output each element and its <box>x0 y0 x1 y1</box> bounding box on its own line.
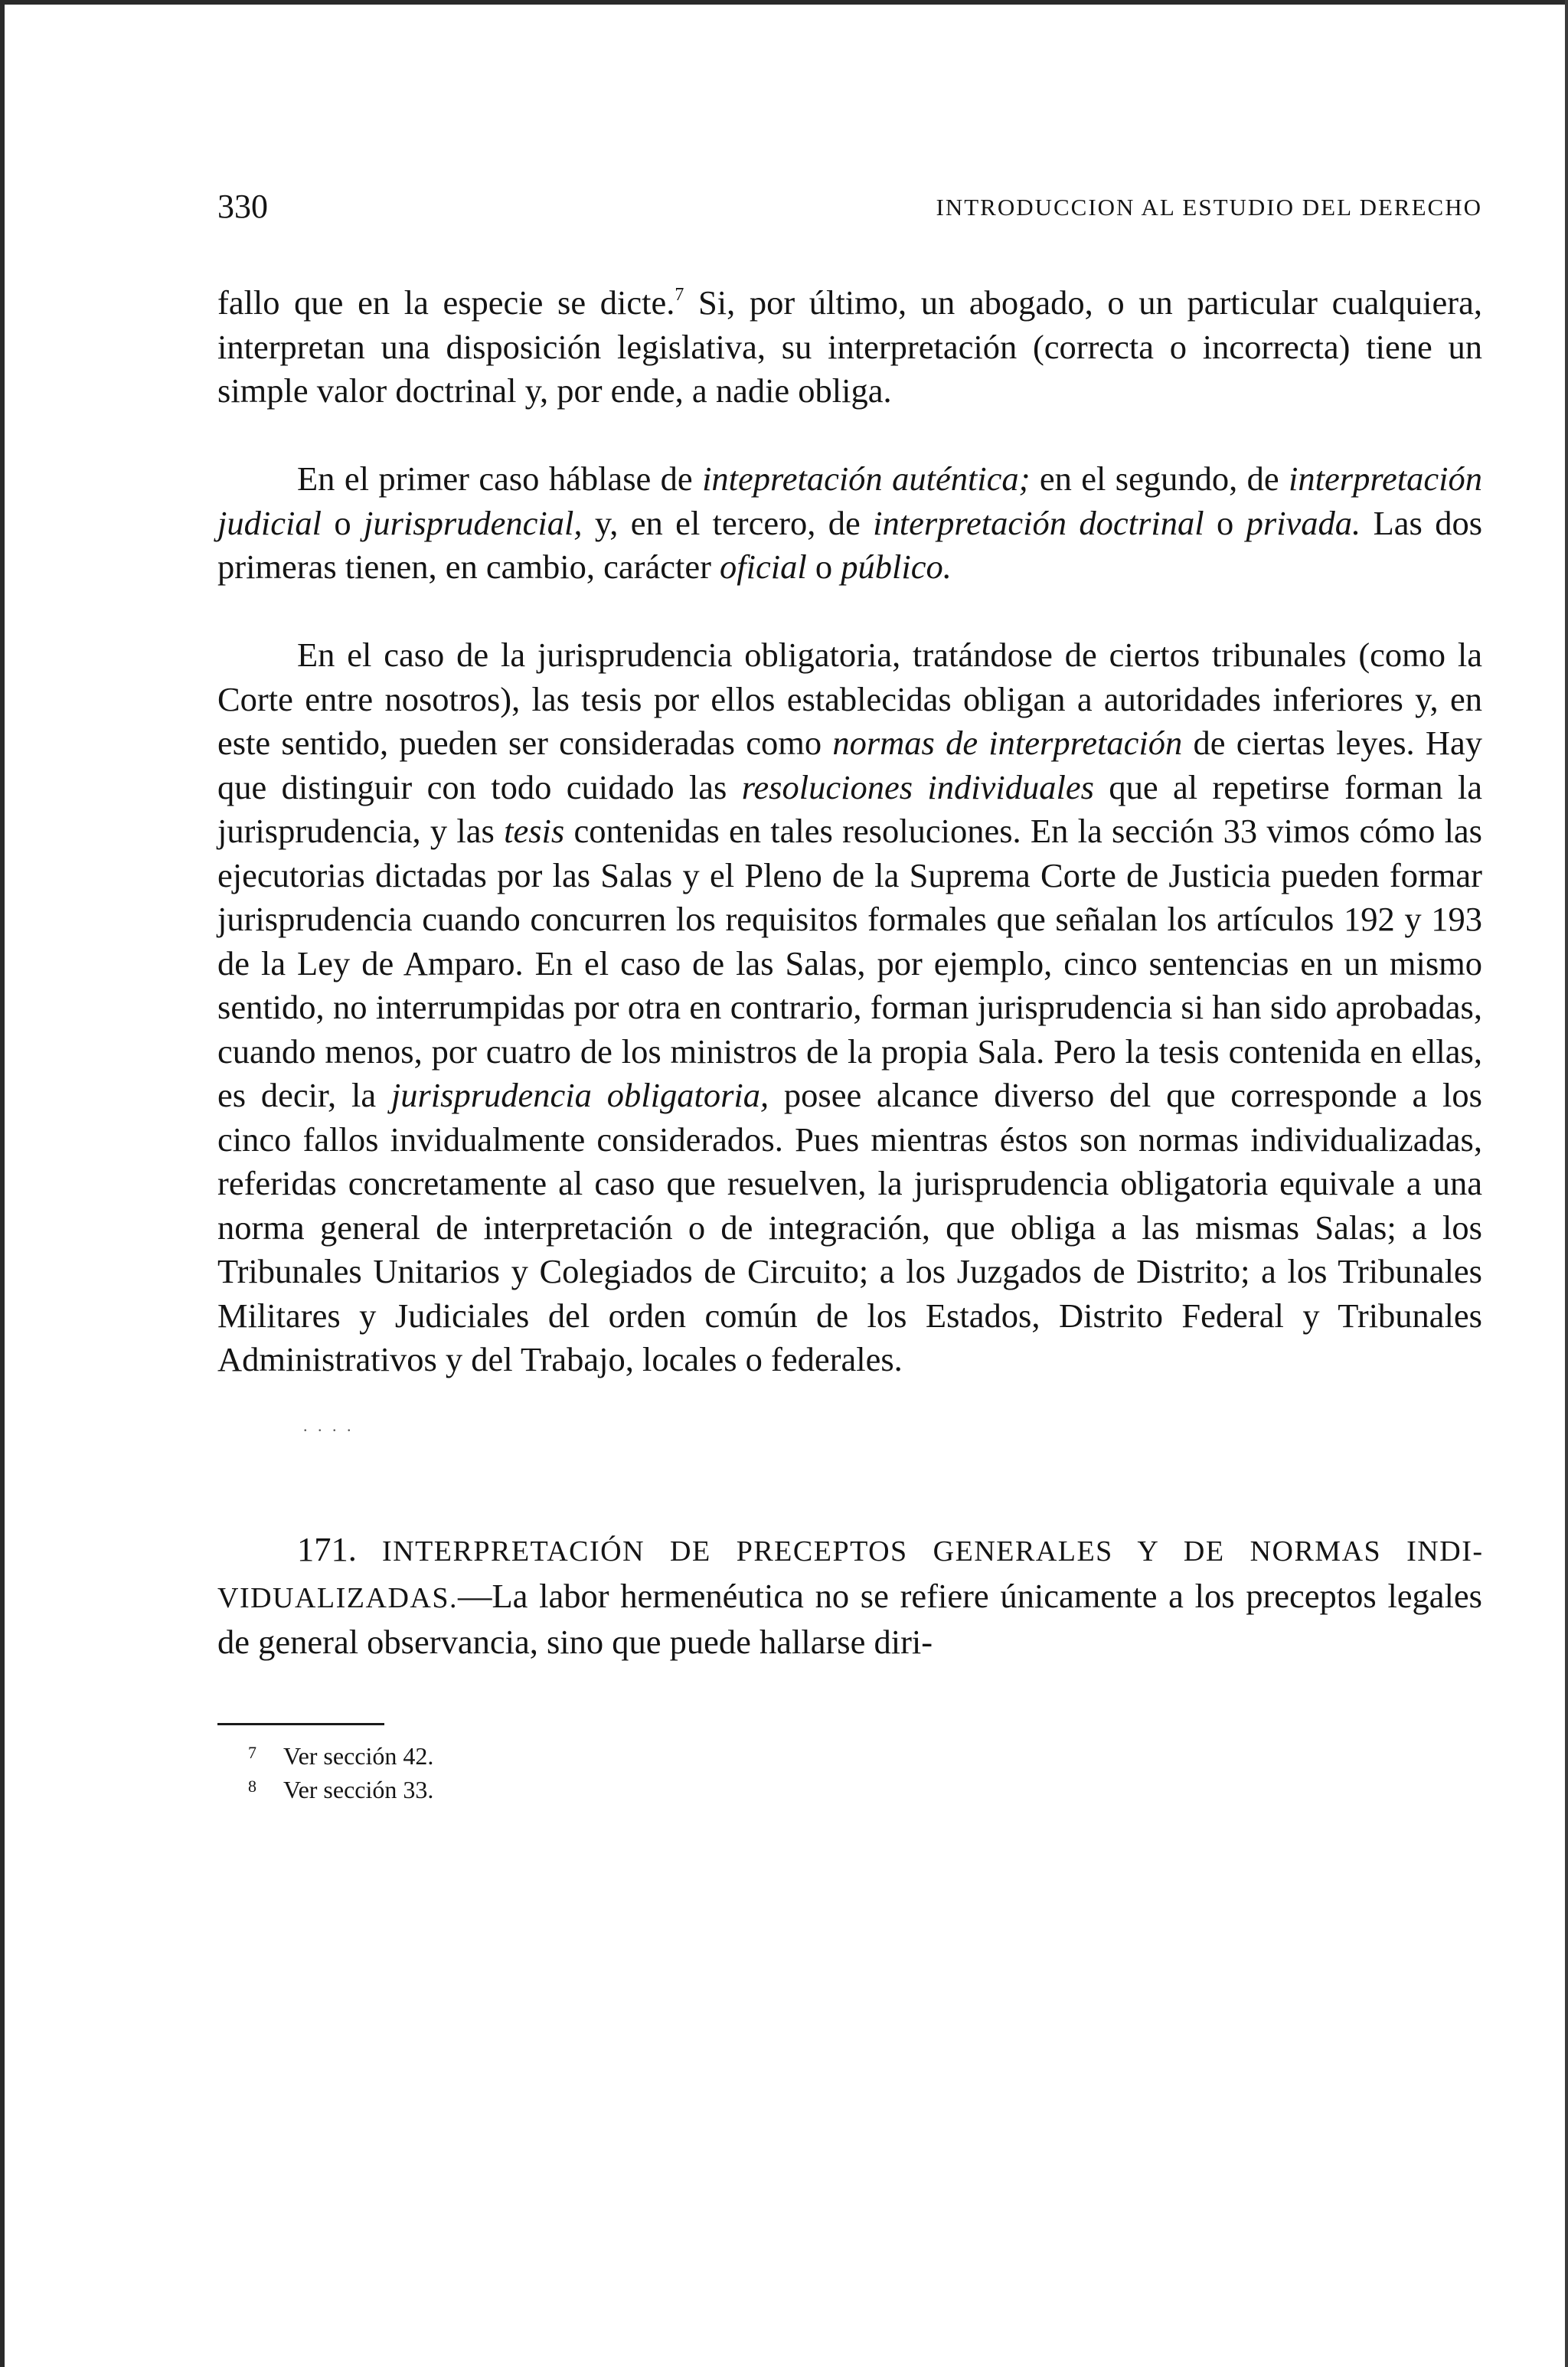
text-run: en el segundo, de <box>1030 459 1289 498</box>
footnote-marker: 7 <box>248 1742 256 1762</box>
section-text: —La labor hermenéutica no se refiere únicamente a los preceptos legales de general observancia, sino que puede hallarse diri- <box>217 1576 1482 1661</box>
italic-term: intepretación auténtica; <box>702 459 1031 498</box>
text-run: contenidas en tales resoluciones. En la sección 33 vimos cómo las ejecutorias dictadas por las Salas y el Pleno de la Suprema Corte de Justicia pueden formar jurisprudencia cuando concurren los requisitos formales que señalan los artículos 192 y 193 de la Ley de Amparo. En el caso de las Salas, por ejemplo, cinco sentencias en un mismo sentido, no interrumpidas por otra en contrario, forman jurisprudencia si han sido aprobadas, cuando menos, por cuatro de los ministros de la propia Sala. Pero la tesis contenida en ellas, es decir, la <box>217 812 1483 1114</box>
running-head <box>217 184 1482 237</box>
italic-term: resoluciones individuales <box>741 767 1094 806</box>
text-run: Las dos primeras tienen, en cambio, carácter <box>217 503 1483 586</box>
italic-term: público. <box>841 548 952 586</box>
footnote-text: Ver sección 42. <box>283 1741 434 1770</box>
footnote-rule <box>217 1723 384 1725</box>
ellipsis-dots: . . . . <box>303 1416 354 1435</box>
scan-edge-top <box>0 0 1568 5</box>
italic-term: oficial <box>720 548 807 586</box>
section-number: 171. <box>297 1530 357 1568</box>
italic-term: jurisprudencia obligatoria, <box>390 1076 769 1114</box>
footnote <box>248 1771 1482 1805</box>
text-run: Si, por último, un abogado, o un particular cualquiera, interpretan una disposición legislativa, su interpretación (correcta o incorrecta) tiene un simple valor doctrinal y, por ende, a nadie obliga. <box>217 283 1482 410</box>
italic-term: tesis <box>504 812 565 850</box>
paragraph-2 <box>217 457 1482 590</box>
section-171 <box>217 1528 1482 1665</box>
footnote-text: Ver sección 33. <box>283 1775 434 1803</box>
text-run: de ciertas leyes. Hay que distinguir con todo cuidado las <box>217 724 1483 806</box>
footnote-reference: 7 <box>675 285 684 305</box>
paragraph-1 <box>217 281 1482 414</box>
text-run: que al repetirse forman la jurisprudencia, y las <box>217 767 1482 850</box>
footnote <box>248 1738 1482 1771</box>
text-run: o <box>321 503 364 542</box>
paragraph-3 <box>217 633 1482 1382</box>
text-run: o <box>806 548 841 586</box>
text-run: y, en el tercero, de <box>582 503 874 542</box>
italic-term: privada. <box>1246 503 1361 542</box>
scan-edge-left <box>0 0 5 2367</box>
italic-term: interpretación doctrinal <box>873 503 1204 542</box>
text-run: o <box>1204 503 1246 542</box>
section-title: INTERPRETACIÓN DE PRECEPTOS GENERALES Y DE NORMAS INDIVIDUALIZADAS. <box>217 1535 1482 1614</box>
footnotes <box>248 1738 1482 1805</box>
text-run: posee alcance diverso del que corresponde a los cinco fallos invidualmente considerados. Pues mientras éstos son normas individualizadas, referidas concretamente al caso que resuelven, la jurisprudencia obligatoria equivale a una norma general de interpretación o de integración, que obliga a las mismas Salas; a los Tribunales Unitarios y Colegiados de Circuito; a los Juzgados de Distrito; a los Tribunales Militares y Judiciales del orden común de los Estados, Distrito Federal y Tribunales Administrativos y del Trabajo, locales o federales. <box>217 1076 1482 1378</box>
text-run: fallo que en la especie se dicte. <box>217 283 675 322</box>
page-number: 330 <box>217 188 268 225</box>
running-title: INTRODUCCION AL ESTUDIO DEL DERECHO <box>936 194 1482 221</box>
text-run: En el caso de la jurisprudencia obligatoria, tratándose de ciertos tribunales (como la Corte entre nosotros), las tesis por ellos establecidas obligan a autoridades inferiores y, en este sentido, pueden ser consideradas como <box>217 636 1482 762</box>
body-text <box>217 281 1482 1665</box>
book-page <box>217 184 1482 1805</box>
footnote-marker: 8 <box>248 1776 256 1796</box>
italic-term: normas de interpretación <box>832 724 1183 762</box>
scan-edge-right <box>1565 0 1568 2367</box>
text-run: En el primer caso háblase de <box>297 459 703 498</box>
italic-term: interpretación judicial <box>217 459 1482 542</box>
italic-term: jurisprudencial, <box>364 503 583 542</box>
